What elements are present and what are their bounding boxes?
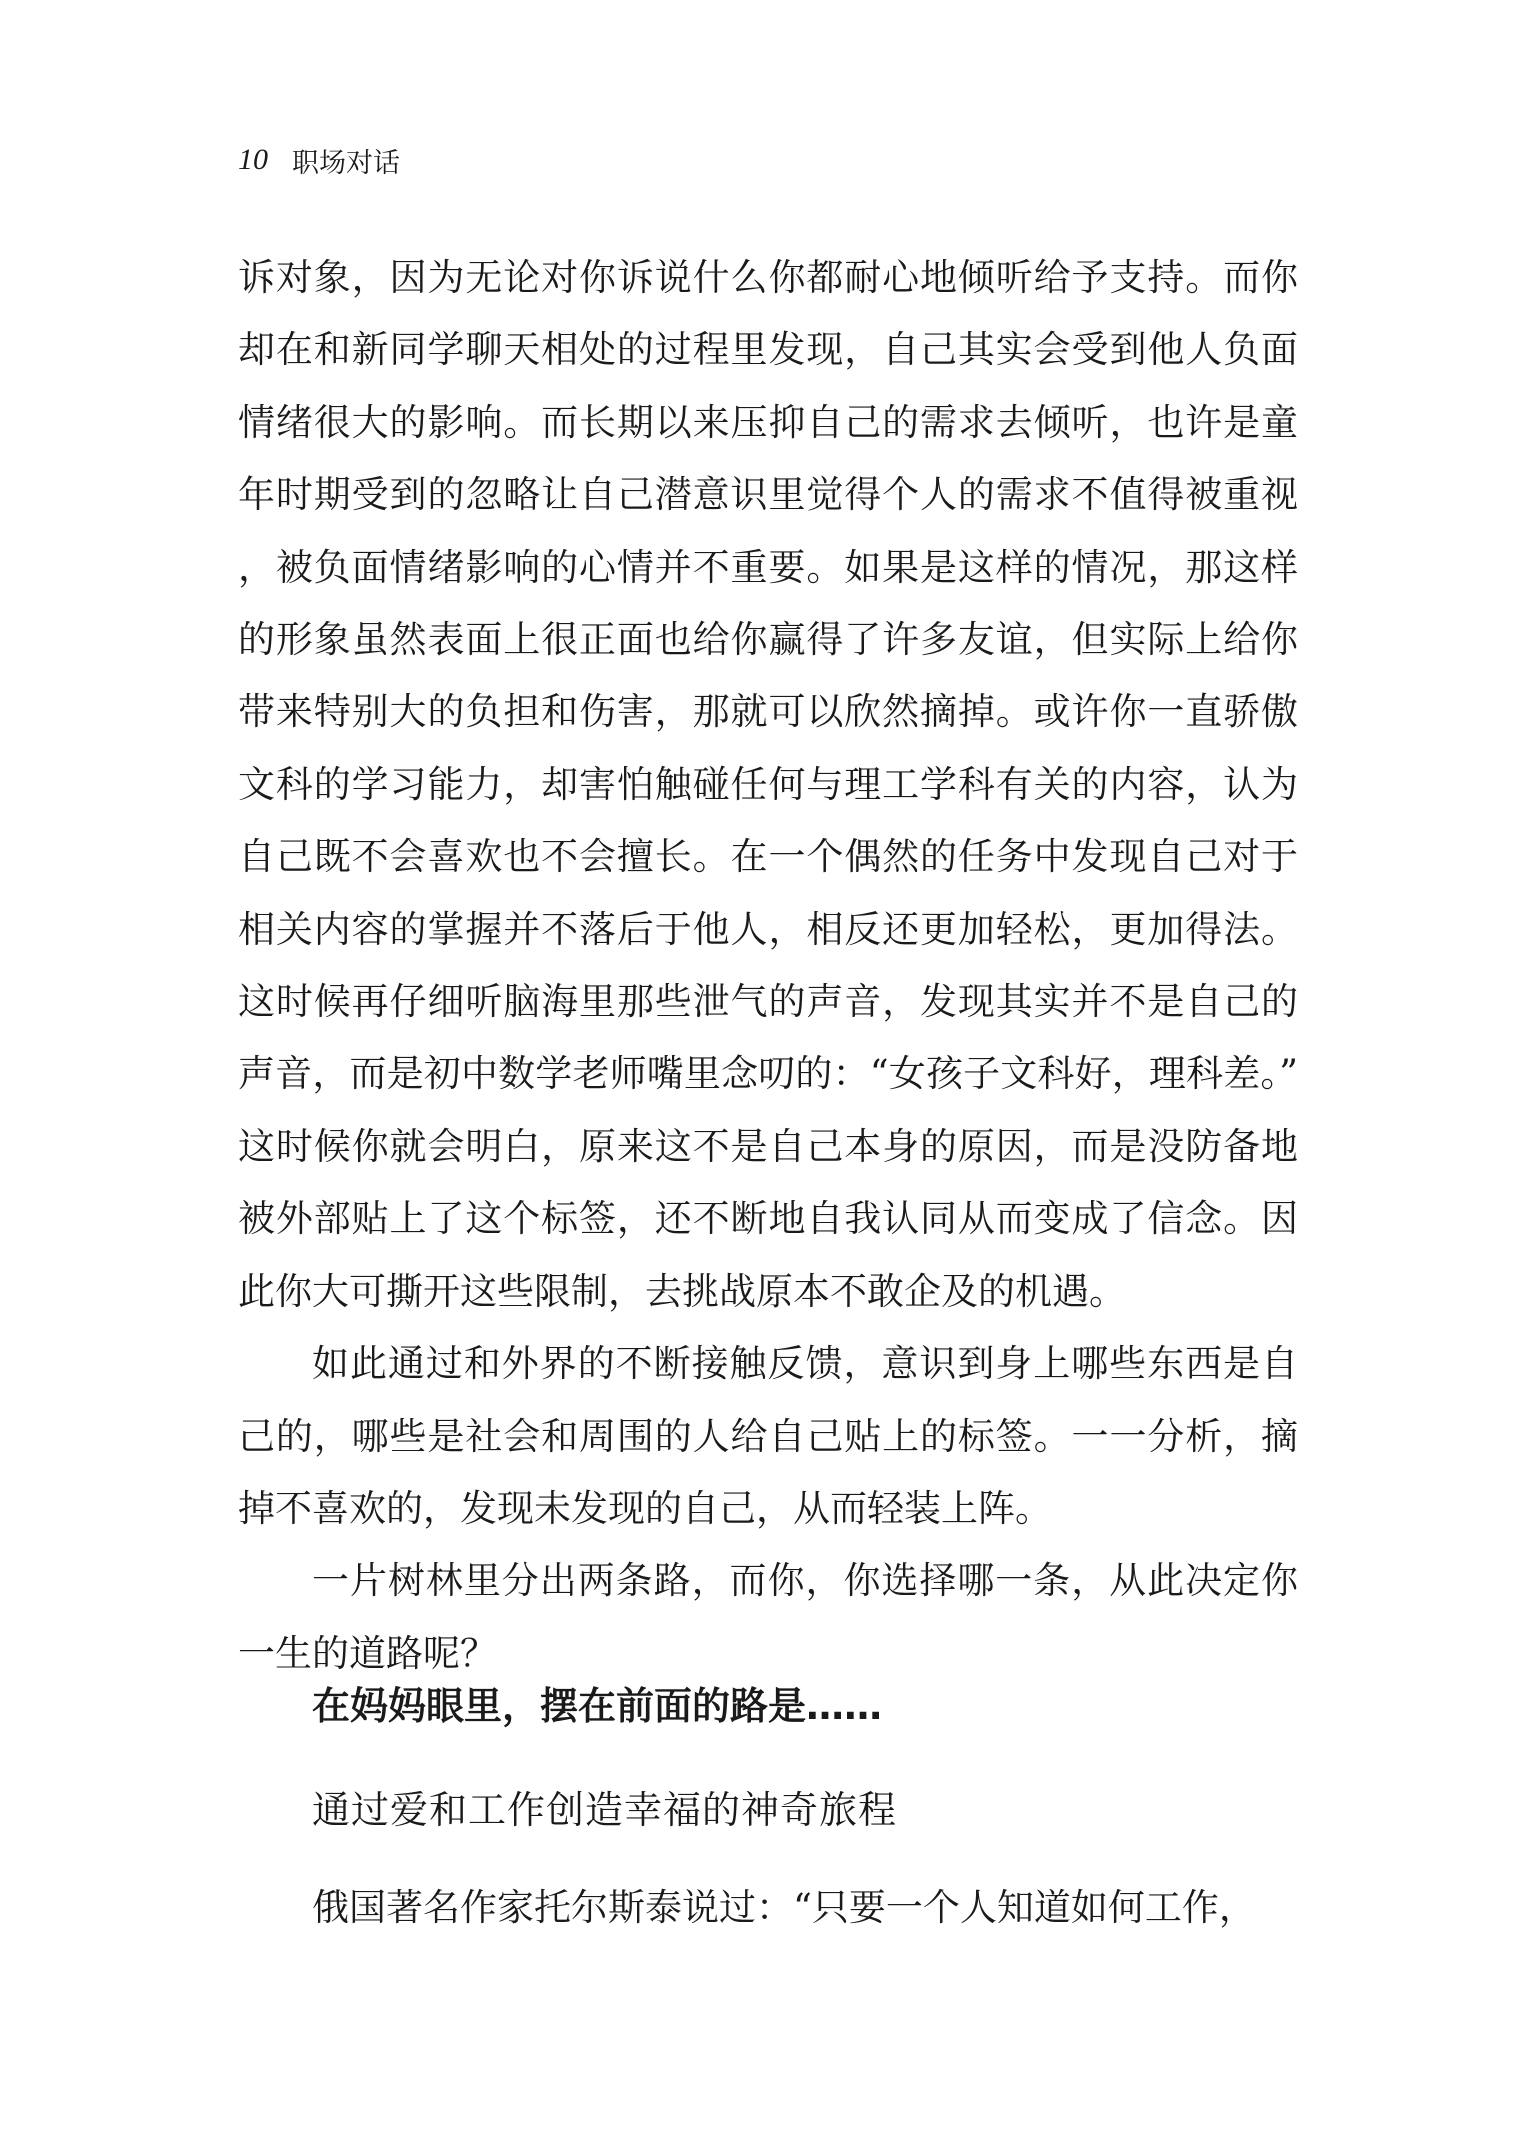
- running-title: 职场对话: [292, 147, 400, 179]
- body-text: [238, 242, 1298, 1690]
- paragraph-tolstoy: 俄国著名作家托尔斯泰说过：“只要一个人知道如何工作，: [312, 1886, 1256, 1929]
- page-header: [238, 138, 400, 182]
- section-heading: 在妈妈眼里，摆在前面的路是……: [312, 1684, 883, 1728]
- paragraph-labels: 如此通过和外界的不断接触反馈，意识到身上哪些东西是自己的，哪些是社会和周围的人给自己贴上的标签。一一分析，摘掉不喜欢的，发现未发现的自己，从而轻装上阵。: [238, 1342, 1298, 1530]
- paragraph-continued: 诉对象，因为无论对你诉说什么你都耐心地倾听给予支持。而你却在和新同学聊天相处的过程里发现，自己其实会受到他人负面情绪很大的影响。而长期以来压抑自己的需求去倾听，也许是童年时期受到的忽略让自己潜意识里觉得个人的需求不值得被重视，被负面情绪影响的心情并不重要。如果是这样的情况，那这样的形象虽然表面上很正面也给你赢得了许多友谊，但实际上给你带来特别大的负担和伤害，那就可以欣然摘掉。或许你一直骄傲文科的学习能力，却害怕触碰任何与理工学科有关的内容，认为自己既不会喜欢也不会擅长。在一个偶然的任务中发现自己对于相关内容的掌握并不落后于他人，相反还更加轻松，更加得法。这时候再仔细听脑海里那些泄气的声音，发现其实并不是自己的声音，而是初中数学老师嘴里念叨的：“女孩子文科好，理科差。”这时候你就会明白，原来这不是自己本身的原因，而是没防备地被外部贴上了这个标签，还不断地自我认同从而变成了信念。因此你大可撕开这些限制，去挑战原本不敢企及的机遇。: [238, 256, 1298, 1313]
- paragraph-two-roads: 一片树林里分出两条路，而你，你选择哪一条，从此决定你一生的道路呢？: [238, 1559, 1298, 1675]
- page-number: 10: [238, 143, 268, 176]
- subsection-heading: 通过爱和工作创造幸福的神奇旅程: [312, 1788, 898, 1832]
